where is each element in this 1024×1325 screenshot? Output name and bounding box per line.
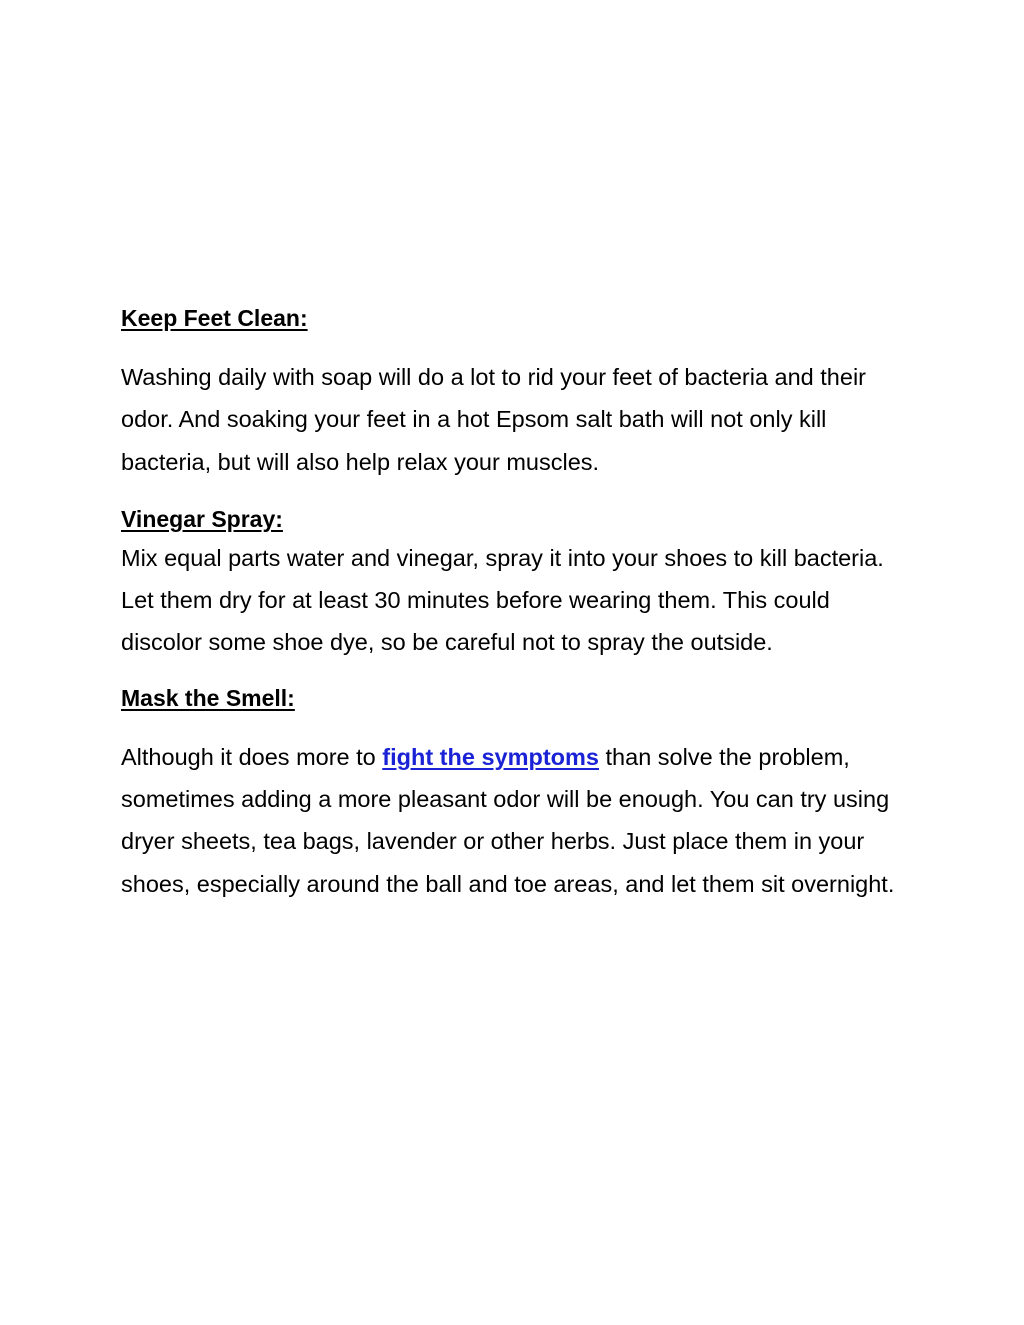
section-mask-the-smell [121,680,911,905]
section-body: Washing daily with soap will do a lot to rid your feet of bacteria and their odor. And soaking your feet in a hot Epsom salt bath will not only kill bacteria, but will also help relax your muscles. [121,364,866,475]
fight-the-symptoms-link[interactable]: fight the symptoms [382,743,599,770]
section-heading: Vinegar Spray: [121,505,283,532]
section-vinegar-spray [121,501,911,664]
section-body: Mix equal parts water and vinegar, spray it into your shoes to kill bacteria. Let them dry for at least 30 minutes before wearing them. This could discolor some shoe dye, so be careful not to spray the outside. [121,544,884,656]
section-heading: Mask the Smell: [121,684,295,711]
document-page [121,300,911,905]
body-text-before-link: Although it does more to [121,743,383,770]
section-heading: Keep Feet Clean: [121,305,308,331]
body-text-after-link: than solve the problem, sometimes adding a more pleasant odor will be enough. You can try using dryer sheets, tea bags, lavender or other herbs. Just place them in your shoes, especially around the ball and toe areas, and let them sit overnight. [121,743,895,897]
section-keep-feet-clean [121,300,911,483]
section-body [121,736,911,905]
